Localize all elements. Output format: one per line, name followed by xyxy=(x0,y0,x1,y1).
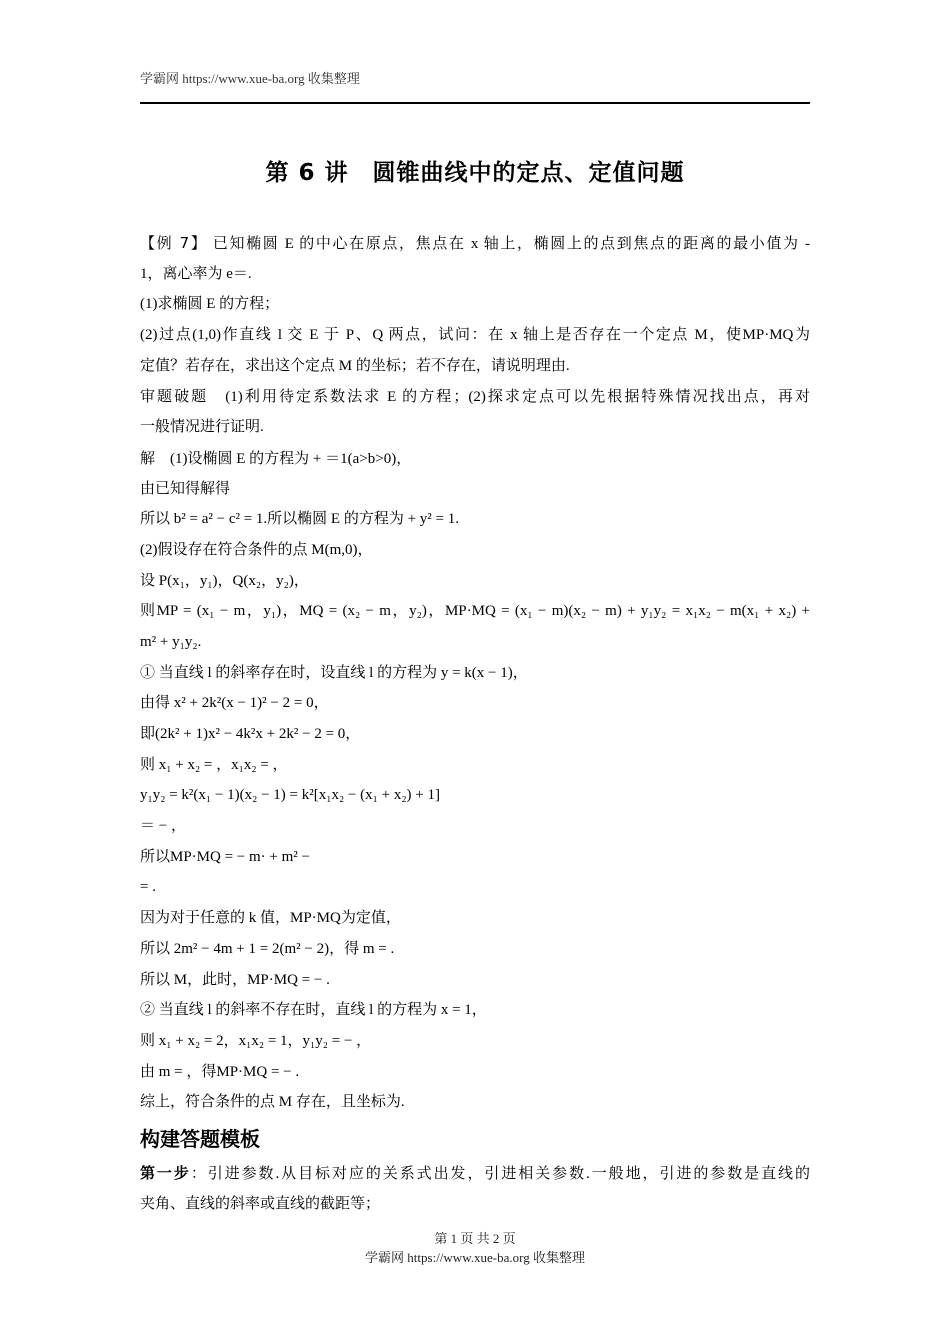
analysis-cont: 一般情况进行证明. xyxy=(140,419,264,436)
solution-text: (1)设椭圆 E 的方程为 + ＝1(a>b>0)， xyxy=(155,450,412,467)
solution-step: 所以 b² = a² − c² = 1.所以椭圆 E 的方程为 + y² = 1. xyxy=(140,511,460,528)
step-1-tag: 第一步 xyxy=(140,1163,191,1182)
document-body xyxy=(140,228,810,1219)
solution-step: 则 x₁ + x₂ = ，x₁x₂ = ， xyxy=(140,756,288,773)
analysis-line xyxy=(140,381,810,412)
page-number: 第 1 页 共 2 页 xyxy=(434,1231,516,1246)
step-1-cont: 夹角、直线的斜率或直线的截距等； xyxy=(140,1195,381,1212)
page-header: 学霸网 https://www.xue-ba.org 收集整理 xyxy=(140,71,360,86)
example-line-2: 1，离心率为 e＝. xyxy=(140,265,252,282)
analysis-tag: 审题破题 xyxy=(140,387,209,406)
question-2: (2)过点(1,0)作直线 l 交 E 于 P、Q 两点，试问：在 x 轴上是否存在一个定点 M，使MP·MQ为 xyxy=(140,327,810,344)
solution-step: = . xyxy=(140,879,156,896)
solution-step: 由得 x² + 2k²(x − 1)² − 2 = 0， xyxy=(140,695,329,712)
solution-step: 由 m = ，得MP·MQ = − . xyxy=(140,1063,300,1080)
question-1: (1)求椭圆 E 的方程； xyxy=(140,296,280,313)
page-title: 第 6 讲 圆锥曲线中的定点、定值问题 xyxy=(265,160,685,186)
page-footer: 学霸网 https://www.xue-ba.org 收集整理 xyxy=(365,1250,585,1265)
example-line-1 xyxy=(140,228,810,259)
step-1-text: ：引进参数.从目标对应的关系式出发，引进相关参数.一般地，引进的参数是直线的 xyxy=(190,1165,810,1182)
example-tag: 【例 7】 xyxy=(140,234,208,252)
solution-step: (2)假设存在符合条件的点 M(m,0)， xyxy=(140,541,373,558)
section-heading: 构建答题模板 xyxy=(140,1126,260,1151)
solution-step: 即(2k² + 1)x² − 4k²x + 2k² − 2 = 0， xyxy=(140,726,361,742)
solution-step: 因为对于任意的 k 值，MP·MQ为定值， xyxy=(140,910,401,927)
solution-step: m² + y₁y₂. xyxy=(140,633,202,650)
solution-line xyxy=(140,443,810,474)
solution-step: 由已知得解得 xyxy=(140,480,231,497)
solution-step: ① 当直线 l 的斜率存在时，设直线 l 的方程为 y = k(x − 1)， xyxy=(140,664,528,681)
conclusion-line: 综上，符合条件的点 M 存在，且坐标为. xyxy=(140,1094,405,1111)
step-1-line xyxy=(140,1158,810,1189)
solution-step: 所以MP·MQ = − m· + m² − xyxy=(140,848,311,865)
solution-step: 所以 M，此时，MP·MQ = − . xyxy=(140,971,330,988)
solution-step: ② 当直线 l 的斜率不存在时，直线 l 的方程为 x = 1， xyxy=(140,1002,487,1019)
solution-tag: 解 xyxy=(140,448,156,467)
solution-step: ＝ − ， xyxy=(140,818,186,835)
solution-step: 所以 2m² − 4m + 1 = 2(m² − 2)，得 m = . xyxy=(140,940,395,957)
solution-step: 则MP = (x₁ − m，y₁)，MQ = (x₂ − m，y₂)，MP·MQ = (x₁ − m)(x₂ − m) + y₁y₂ = x₁x₂ − m(x₁ + x₂) + xyxy=(140,603,810,620)
example-text: 已知椭圆 E 的中心在原点，焦点在 x 轴上，椭圆上的点到焦点的距离的最小值为 - xyxy=(207,236,810,252)
header-rule xyxy=(140,102,810,104)
analysis-text: (1)利用待定系数法求 E 的方程；(2)探求定点可以先根据特殊情况找出点，再对 xyxy=(208,389,810,406)
question-2-cont: 定值？若存在，求出这个定点 M 的坐标；若不存在，请说明理由. xyxy=(140,357,570,374)
solution-step: y₁y₂ = k²(x₁ − 1)(x₂ − 1) = k²[x₁x₂ − (x₁ + x₂) + 1] xyxy=(140,787,441,804)
solution-step: 设 P(x₁，y₁)，Q(x₂，y₂)， xyxy=(140,572,309,589)
solution-step: 则 x₁ + x₂ = 2，x₁x₂ = 1，y₁y₂ = − ， xyxy=(140,1032,372,1049)
